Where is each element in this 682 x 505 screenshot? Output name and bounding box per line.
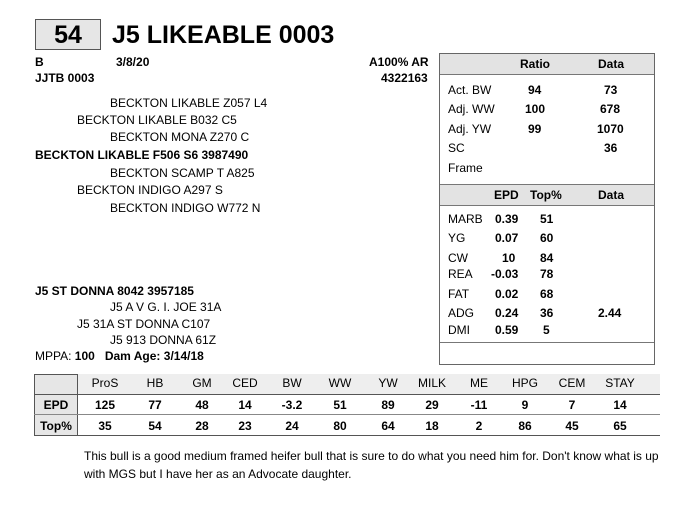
ratio-row: Adj. WW 100 678	[448, 102, 621, 116]
epd-table-line	[34, 414, 660, 415]
animal-name: J5 LIKEABLE 0003	[112, 21, 335, 49]
ratio-row: Act. BW 94 73	[448, 83, 618, 97]
epd-value: 125	[94, 398, 116, 412]
epd-column-header: YW	[378, 376, 398, 390]
carcass-row: CW 10 84	[448, 251, 554, 265]
carcass-header	[440, 184, 654, 206]
registration-number: 4322163	[381, 71, 428, 85]
epd-column-header: ME	[470, 376, 488, 390]
top-percent-value: 2	[475, 419, 483, 433]
comment-note: This bull is a good medium framed heifer bull that is sure to do what you need him for. Don't know what is up with MGS but I have her as an Advocate daughter.	[84, 449, 659, 481]
carcass-row: REA -0.03 78	[448, 267, 554, 281]
epd-column-header: MILK	[417, 376, 446, 390]
ratio-header-data: Data	[598, 57, 625, 71]
epd-column-headers	[34, 374, 660, 392]
performance-panel	[439, 53, 655, 365]
epd-value: 77	[148, 398, 162, 412]
pedigree-dam-sire: J5 31A ST DONNA C107	[77, 317, 211, 331]
epd-value: 7	[568, 398, 576, 412]
carcass-row: DMI 0.59 5	[448, 323, 550, 337]
top-percent-value: 18	[425, 419, 439, 433]
mppa-value: 100	[74, 349, 95, 363]
epd-column-header: CED	[232, 376, 258, 390]
epd-column-header: HPG	[511, 376, 538, 390]
tattoo: JJTB 0003	[35, 71, 95, 85]
epd-column-header: BW	[282, 376, 302, 390]
epd-value: 29	[425, 398, 439, 412]
top-percent-value: 28	[195, 419, 209, 433]
pedigree-sire-dam-sire: BECKTON SCAMP T A825	[110, 166, 255, 180]
carcass-row: YG 0.07 60	[448, 231, 554, 245]
breed-percent: A100% AR	[369, 55, 429, 69]
carcass-header-data: Data	[598, 188, 625, 202]
top-percent-value: 45	[565, 419, 579, 433]
pedigree-sire-sire-sire: BECKTON LIKABLE Z057 L4	[110, 96, 268, 110]
mppa-label: MPPA:	[35, 349, 72, 363]
epd-value: -11	[470, 398, 488, 412]
epd-value: 89	[381, 398, 395, 412]
top-percent-value: 54	[148, 419, 162, 433]
epd-value: 14	[238, 398, 252, 412]
carcass-row: ADG 0.24 36 2.44	[448, 306, 622, 320]
pedigree-dam-sire-dam: J5 913 DONNA 61Z	[110, 333, 217, 347]
dam-age-value: 3/14/18	[163, 349, 204, 363]
carcass-header-top: Top%	[530, 188, 562, 202]
ratio-header	[440, 54, 654, 75]
epd-value: 51	[333, 398, 347, 412]
top-percent-value: 80	[333, 419, 347, 433]
epd-column-header: ProS	[91, 376, 119, 390]
top-row-label: Top%	[40, 419, 72, 433]
epd-column-header: CEM	[558, 376, 586, 390]
top-percent-value: 35	[98, 419, 112, 433]
panel-divider	[440, 342, 654, 343]
top-percent-value: 64	[381, 419, 395, 433]
top-percent-value: 65	[613, 419, 627, 433]
top-percent-row	[34, 417, 660, 435]
epd-table-line	[34, 394, 660, 395]
dam-age-label: Dam Age:	[104, 349, 161, 363]
epd-column-header: WW	[328, 376, 352, 390]
lot-number: 54	[35, 19, 101, 50]
ratio-row: SC 36	[448, 141, 618, 155]
epd-value: 48	[195, 398, 209, 412]
pedigree-sire-sire: BECKTON LIKABLE B032 C5	[77, 113, 237, 127]
pedigree-sire-dam-dam: BECKTON INDIGO W772 N	[110, 201, 261, 215]
top-percent-value: 24	[285, 419, 299, 433]
epd-value: 14	[613, 398, 627, 412]
top-percent-value: 86	[518, 419, 532, 433]
carcass-row: MARB 0.39 51	[448, 212, 554, 226]
carcass-row: FAT 0.02 68	[448, 287, 554, 301]
pedigree-sire-sire-dam: BECKTON MONA Z270 C	[110, 130, 250, 144]
epd-column-header: STAY	[605, 376, 635, 390]
epd-value: -3.2	[281, 398, 303, 412]
epd-table	[34, 374, 660, 436]
epd-value: 9	[521, 398, 529, 412]
pedigree-sire: BECKTON LIKABLE F506 S6 3987490	[35, 148, 249, 162]
pedigree-dam-sire-sire: J5 A V G. I. JOE 31A	[110, 300, 222, 314]
ratio-row: Frame	[448, 161, 483, 175]
epd-column-header: GM	[192, 376, 212, 390]
epd-table-line	[34, 435, 660, 436]
birth-date: 3/8/20	[116, 55, 150, 69]
mppa-row	[35, 349, 204, 363]
sex-code: B	[35, 55, 44, 69]
carcass-header-epd: EPD	[494, 188, 519, 202]
epd-column-header: HB	[146, 376, 164, 390]
epd-row-label: EPD	[43, 398, 69, 412]
ratio-row: Adj. YW 99 1070	[448, 122, 624, 136]
pedigree-dam: J5 ST DONNA 8042 3957185	[35, 284, 194, 298]
epd-values-row	[34, 396, 660, 414]
ratio-header-ratio: Ratio	[520, 57, 550, 71]
pedigree-sire-dam: BECKTON INDIGO A297 S	[77, 183, 223, 197]
top-percent-value: 23	[238, 419, 252, 433]
